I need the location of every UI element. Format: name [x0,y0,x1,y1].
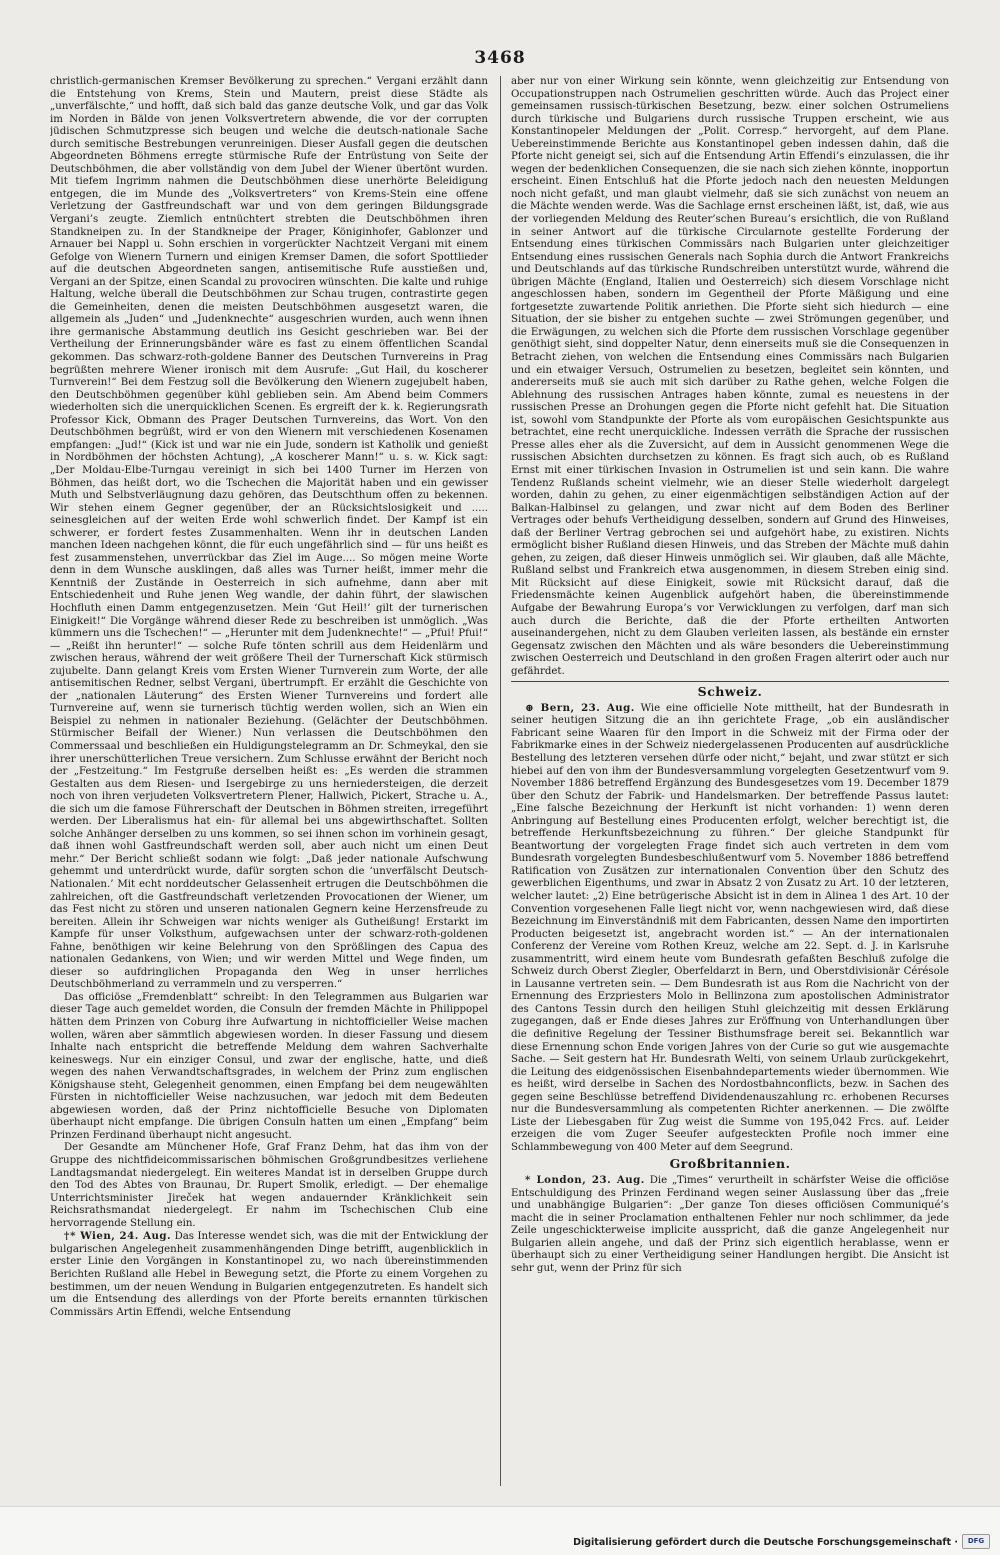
vienna-text: Das Interesse wendet sich, was die mit der Entwicklung der bulgarischen Angelegenheit zusammenhängenden Dinge betrifft, augenblicklich in erster Linie den Vorgängen in Konstantinopel zu, wo nach übereinstimmenden Berichten Rußland alle Hebel in Bewegung setzt, die Pforte zu einem Vorgehen zu bestimmen, um der neuen Wendung in Bulgarien entgegenzutreten. Es handelt sich um die Entsendung des allerdings von der Pforte bereits ernannten türkischen Commissärs Artin Effendi, welche Entsendung [50,1231,488,1318]
dfg-logo-icon: DFG [962,1534,990,1549]
article-paragraph: Der Gesandte am Münchener Hofe, Graf Franz Dehm, hat das ihm von der Gruppe des nichtfideicommissarischen böhmischen Großgrundbesitzes verliehene Landtagsmandat niedergelegt. Ein weiteres Mandat ist in derselben Gruppe durch den Tod des Abtes von Braunau, Dr. Rupert Smolik, erledigt. — Der ehemalige Unterrichtsminister Jireček hat wegen andauernder Kränklichkeit sein Reichsrathsmandat niedergelegt. Er nahm im Tschechischen Club eine hervorragende Stellung ein. [50,1142,488,1229]
right-column [511,76,949,1486]
section-heading-switzerland: Schweiz. [697,684,763,700]
section-heading-britain: Großbritannien. [669,1156,791,1172]
column-divider [500,76,501,1486]
article-paragraph: christlich-germanischen Kremser Bevölkerung zu sprechen.“ Vergani erzählt dann die Entstehung von Krems, Stein und Mautern, preist diese Städte als „unverfälschte,“ und hofft, daß sich bald das ganze deutsche Volk, und gar das Volk im Norden in Bälde von jenen Volksvertretern abwende, die vor der corrupten jüdischen Schmutzpresse sich beugen und welche die deutsch-nationale Sache durch semitische Bestrebungen verunreinigen. Dieser Ausfall gegen die deutschen Abgeordneten Böhmens erregte stürmische Rufe der Entrüstung von Seite der Deutschböhmen, die aber vollständig von dem Jubel der Wiener übertönt wurden. Mit tiefem Ingrimm nahmen die Deutschböhmen diese unerhörte Beleidigung entgegen, die im Munde des „Volksvertreters“ von Krems-Stein eine offene Verletzung der Gastfreundschaft war und von dem geringen Bildungsgrade Vergani’s zeugte. Ziemlich entnüchtert strebten die Deutschböhmen ihren Standkneipen zu. In der Standkneipe der Prager, Königinhofer, Gablonzer und Arnauer bei Nappl u. Sohn erschien in vorgerückter Nachtzeit Vergani mit einem Gefolge von Wienern Turnern und einigen Kremser Damen, die sofort Spottlieder auf die deutschen Abgeordneten sangen, antisemitische Rufe ausstießen und, Vergani an der Spitze, einen Scandal zu provociren wünschten. Die kalte und ruhige Haltung, welche überall die Deutschböhmen zur Schau trugen, contrastirte gegen die Gemeinheiten, denen die meisten Deutschböhmen ausgesetzt waren, die allgemein als „Juden“ und „Judenknechte“ ausgeschrien wurden, auch wenn ihnen ihre germanische Abstammung deutlich ins Gesicht geschrieben war. Bei der Vertheilung der Erinnerungsbänder wäre es fast zu einem öffentlichen Scandal gekommen. Das schwarz-roth-goldene Banner des Deutschen Turnvereins in Prag begrüßten mehrere Wiener ironisch mit dem Ausrufe: „Gut Hail, du koscherer Turnverein!“ Bei dem Festzug soll die Bevölkerung den Wienern zugejubelt haben, den Deutschböhmen gegenüber kühl geblieben sein. Am Abend beim Commers wiederholten sich die unerquicklichen Scenen. Es ergreift der k. k. Regierungsrath Professor Kick, Obmann des Prager Deutschen Turnvereins, das Wort. Von den Deutschböhmen begrüßt, wird er von den Wienern mit verschiedenen Kosenamen empfangen: „Jud!“ (Kick ist und war nie ein Jude, sondern ist Katholik und genießt in Nordböhmen der höchsten Achtung), „A koscherer Mann!“ u. s. w. Kick sagt: „Der Moldau-Elbe-Turngau vereinigt in sich bei 1400 Turner im Herzen von Böhmen, das heißt dort, wo die Tschechen die Majorität haben und ein gewisser Muth und Selbstverläugnung dazu gehören, das Deutschthum offen zu bekennen. Wir stehen einem Gegner gegenüber, der an Rücksichtslosigkeit und ..... seinesgleichen auf der weiten Erde wohl schwerlich findet. Der Kampf ist ein schwerer, er fordert festes Zusammenhalten. Wenn ihr in deutschen Landen manchen Ideen nachgehen könnt, die für euch ungefährlich sind — für uns heißt es fest zusammenstehen, unverrückbar das Ziel im Auge.... So mögen meine Worte denn in dem Wunsche ausklingen, daß alles was Turner heißt, immer mehr die Kenntniß der Zustände in Oesterreich in sich aufnehme, dann aber mit Entschiedenheit und Ruhe jenen Weg wandle, der dahin führt, der slawischen Hochfluth einen Damm entgegenzusetzen. Mein ‘Gut Heil!’ gilt der turnerischen Einigkeit!“ Die Vorgänge während dieser Rede zu beschreiben ist unmöglich. „Was kümmern uns die Tschechen!“ — „Herunter mit dem Judenknechte!“ — „Pfui! Pfui!“ — „Reißt ihn herunter!“ — solche Rufe tönten schrill aus dem Heidenlärm und zwischen heraus, während der weit größere Theil der Turnerschaft Kick stürmisch zujubelte. Dann gelangt Kreis vom Ersten Wiener Turnverein zum Worte, der alle antisemitischen Redner, selbst Vergani, übertrumpft. Er erzählt die Geschichte von der „nationalen Läuterung“ des Ersten Wiener Turnvereins und fordert alle Turnvereine auf, wenn sie turnerisch tüchtig werden wollen, sich an Wien ein Beispiel zu nehmen in nationaler Beziehung. (Gelächter der Deutschböhmen. Stürmischer Beifall der Wiener.) Nun verlassen die Deutschböhmen den Commerssaal und beschließen ein Huldigungstelegramm an Dr. Schmeykal, den sie ihrer unerschütterlichen Treue versichern. Zum Schlusse erwähnt der Bericht noch der „Festzeitung.“ Im Festgruße derselben heißt es: „Es werden die strammen Gestalten aus dem Riesen- und Isergebirge zu uns herniedersteigen, die derzeit noch von ihren verjudeten Volksvertretern Plener, Hallwich, Pickert, Strache u. A., die sich um die famose Führerschaft der Deutschen in Böhmen streiten, irregeführt werden. Der Liberalismus hat ein- für allemal bei uns abgewirthschaftet. Sollten solche Anhänger derselben zu uns kommen, so sei ihnen schon im vorhinein gesagt, daß ihnen wohl Gastfreundschaft werden soll, aber auch nicht um einen Deut mehr.“ Der Bericht schließt sodann wie folgt: „Daß jeder nationale Aufschwung gehemmt und unterdrückt wurde, dafür sorgten schon die ‘unverfälscht Deutsch-Nationalen.’ Mit echt norddeutscher Gelassenheit ertrugen die Deutschböhmen die zahlreichen, oft die Gastfreundschaft verletzenden Provocationen der Wiener, um das Fest nicht zu stören und unseren nationalen Gegnern keine Herzensfreude zu bereiten. Allein ihr Schweigen war nichts weniger als Gutheißung! Erstarkt im Kampfe für unser Volksthum, aufgewachsen unter der schwarz-roth-goldenen Fahne, benöthigen wir keine Belehrung von den Sprößlingen des Capua des nationalen Gedankens, von Wien; und wir werden Mittel und Wege finden, um dieser so aufdringlichen Propaganda den Weg in unser herrliches Deutschböhmerland zu verrammeln und zu versperren.“ [50,76,488,991]
footer-credit: Digitalisierung gefördert durch die Deutsche Forschungsgemeinschaft · [573,1537,958,1548]
london-text: Die „Times“ verurtheilt in schärfster Weise die officiöse Entschuldigung des Prinzen Ferdinand wegen seiner Auslassung über das „freie und unabhängige Bulgarien“: „Der ganze Ton dieses officiösen Communiqué’s macht die in seiner Proclamation enthaltenen Fehler nur noch schlimmer, da jede Zeile ungeschickterweise implicite ausspricht, daß die ganze Angelegenheit nur Bulgarien allein angehe, und daß der Prinz sich eigentlich herablasse, wenn er überhaupt sich zu einer Vertheidigung seiner Handlungen hergibt. Die Ansicht ist sehr gut, wenn der Prinz für sich [511,1175,949,1274]
bern-report [511,702,949,1155]
vienna-dateline: †* Wien, 24. Aug. [64,1230,172,1243]
bern-dateline: ⊕ Bern, 23. Aug. [525,701,635,714]
london-report [511,1174,949,1275]
article-paragraph: aber nur von einer Wirkung sein könnte, wenn gleichzeitig zur Entsendung von Occupationstruppen nach Ostrumelien geschritten würde. Auch das Project einer gemeinsamen russisch-türkischen Besetzung, bezw. einer solchen Ostrumeliens durch türkische und Bulgariens durch russische Truppen erscheint, wie aus Konstantinopeler Meldungen der „Polit. Corresp.“ hervorgeht, auf dem Plane. Uebereinstimmende Berichte aus Konstantinopel geben indessen dahin, daß die Pforte nicht geneigt sei, sich auf die Entsendung Artin Effendi’s einzulassen, die ihr wegen der bedenklichen Consequenzen, die sie nach sich ziehen könnte, inopportun erscheint. Einen Entschluß hat die Pforte jedoch nach den neuesten Meldungen noch nicht gefaßt, und man glaubt vielmehr, daß sie sich zunächst von neuem an die Mächte wenden werde. Was die Sachlage ernst erscheinen läßt, ist, daß, wie aus der vorliegenden Meldung des Reuter’schen Bureau’s ersichtlich, die von Rußland in seiner Antwort auf die türkische Circularnote gestellte Forderung der Entsendung eines türkischen Commissärs nach Bulgarien unter gleichzeitiger Entsendung eines russischen Generals nach Sophia durch die Antwort Frankreichs und Deutschlands auf das türkische Rundschreiben unterstützt wurde, während die übrigen Mächte (England, Italien und Oesterreich) sich diesem Vorschlage nicht angeschlossen haben, sondern im Gegentheil der Pforte Mäßigung und eine fortgesetzte zuwartende Politik anriethen. Die Pforte sieht sich hiedurch — eine Situation, der sie bisher zu entgehen suchte — zwei Strömungen gegenüber, und die Erwägungen, zu welchen sich die Pforte dem russischen Vorschlage gegenüber genöthigt sieht, sind doppelter Natur, denn einerseits muß sie die Consequenzen in Betracht ziehen, von welchen die Entsendung eines Commissärs nach Bulgarien und ein etwaiger Versuch, Ostrumelien zu besetzen, begleitet sein könnten, und andererseits muß sie auch mit sich darüber zu Rathe gehen, welche Folgen die Ablehnung des russischen Antrages haben könnte, zumal es neuestens in der russischen Presse an Drohungen gegen die Pforte nicht gefehlt hat. Die Situation ist, sowohl vom Standpunkte der Pforte als vom europäischen Gesichtspunkte aus betrachtet, eine recht unerquickliche. Indessen verräth die Sprache der russischen Presse alles eher als die Zuversicht, auf dem in Aussicht genommenen Wege die russischen Absichten durchsetzen zu können. Es fragt sich auch, ob es Rußland Ernst mit einer türkischen Invasion in Ostrumelien ist und sein kann. Die wahre Tendenz Rußlands scheint vielmehr, wie an dieser Stelle wiederholt dargelegt worden, dahin zu gehen, zu einer eigenmächtigen selbständigen Action auf der Balkan-Halbinsel zu gelangen, und zwar nicht auf dem Boden des Berliner Vertrages oder behufs Vertheidigung desselben, sondern auf Grund des Hinweises, daß der Berliner Vertrag gebrochen sei und aufgehört habe, zu existiren. Nichts ermöglicht bisher Rußland diesen Hinweis, und das Streben der Mächte muß dahin gehen, zu zeigen, daß dieser Hinweis unmöglich sei. Wir glauben, daß alle Mächte, Rußland selbst und Frankreich etwa ausgenommen, in diesem Streben einig sind. Mit Rücksicht auf diese Einigkeit, sowie mit Rücksicht darauf, daß die Friedensmächte keinen Augenblick aufgehört haben, die übereinstimmende Aufgabe der Bewahrung Europa’s vor Verwicklungen zu verfolgen, darf man sich auch durch die Berichte, daß die der Pforte ertheilten Antworten auseinandergehen, nicht zu dem Glauben verleiten lassen, als bestände ein ernster Gegensatz zwischen den Mächten und als wäre besonders die Uebereinstimmung zwischen Oesterreich und Deutschland in den großen Fragen alterirt oder auch nur gefährdet. [511,76,949,677]
london-dateline: * London, 23. Aug. [525,1174,645,1187]
footer-bar [0,1506,1000,1555]
bern-text: Wie eine officielle Note mittheilt, hat der Bundesrath in seiner heutigen Sitzung die an ihn gerichtete Frage, „ob ein ausländischer Fabricant seine Waaren für den Import in die Schweiz mit der Firma oder der Fabrikmarke eines in der Schweiz niedergelassenen Producenten auf ausdrückliche Bestellung des letzteren versehen dürfe oder nicht,“ bejaht, und zwar stützt er sich hiebei auf den von ihm der Bundesversammlung vorgelegten Gesetzentwurf vom 9. November 1886 betreffend Ergänzung des Bundesgesetzes vom 19. December 1879 über den Schutz der Fabrik- und Handelsmarken. Der betreffende Passus lautet: „Eine falsche Bezeichnung der Herkunft ist nicht vorhanden: 1) wenn deren Anbringung auf Bestellung eines Producenten erfolgt, welcher berechtigt ist, die betreffende Herkunftsbezeichnung zu führen.“ Der gleiche Standpunkt für Beantwortung der vorgelegten Frage findet sich auch vertreten in dem vom Bundesrath vorgelegten Bundesbeschlußentwurf vom 5. November 1886 betreffend Ratification von Zusätzen zur internationalen Convention über den Schutz des gewerblichen Eigenthums, und zwar in Absatz 2 von Zusatz zu Art. 10 der letzteren, welcher lautet: „2) Eine betrügerische Absicht ist in dem in Alinea 1 des Art. 10 der Convention vorgesehenen Falle liegt nicht vor, wenn nachgewiesen wird, daß diese Bezeichnung im Einverständniß mit dem Fabricanten, dessen Name den importirten Producten beigesetzt ist, angebracht worden ist.“ — An der internationalen Conferenz der Vereine vom Rothen Kreuz, welche am 22. Sept. d. J. in Karlsruhe zusammentritt, wird einem heute vom Bundesrath gefaßten Beschluß zufolge die Schweiz durch Oberst Ziegler, Oberfeldarzt in Bern, und Oberstdivisionär Cérésole in Lausanne vertreten sein. — Dem Bundesrath ist aus Rom die Nachricht von der Ernennung des Erzpriesters Molo in Bellinzona zum apostolischen Administrator des Cantons Tessin durch den heiligen Stuhl gleichzeitig mit dessen Erklärung zugegangen, daß er Ende dieses Jahres zur Eröffnung von Unterhandlungen über die definitive Regelung der Tessiner Bisthumsfrage bereit sei. Bekanntlich war diese Ernennung schon Ende vorigen Jahres von der Curie so gut wie ausgemachte Sache. — Seit gestern hat Hr. Bundesrath Welti, von seinem Urlaub zurückgekehrt, die Leitung des eidgenössischen Eisenbahndepartements wieder übernommen. Wie es heißt, wird derselbe in Sachen des Nordostbahnconflicts, bezw. in Sachen des gegen seine Beschlüsse betreffend Dividendenauszahlung rc. erhobenen Recurses nur die Bundesversammlung als competenten Richter anerkennen. — Die zwölfte Liste der Liebesgaben für Zug weist die Summe von 195,042 Frcs. auf. Leider erzeigen die vom Zuger Seeufer aufgesteckten Profile noch immer eine Schlammbewegung von 400 Meter auf dem Seegrund. [511,702,949,1153]
article-paragraph: Das officiöse „Fremdenblatt“ schreibt: In den Telegrammen aus Bulgarien war dieser Tage auch gemeldet worden, die Consuln der fremden Mächte in Philippopel hätten dem Prinzen von Coburg ihre Aufwartung in nichtofficieller Weise machen wollen, wären aber sämmtlich abgewiesen worden. In dieser Fassung und diesem Inhalte nach entspricht die betreffende Meldung dem wahren Sachverhalte keineswegs. Nur ein einziger Consul, und zwar der englische, hatte, und dieß wegen des nahen Verwandtschaftsgrades, in welchem der Prinz zum englischen Königshause steht, Gelegenheit genommen, einen Empfang bei dem neugewählten Fürsten in nichtofficieller Weise nachzusuchen, war jedoch mit dem Bedeuten abgewiesen worden, daß der Prinz nichtofficielle Besuche von Diplomaten überhaupt nicht empfange. Die übrigen Consuln hatten um einen „Empfang“ beim Prinzen Ferdinand überhaupt nicht angesucht. [50,991,488,1141]
section-rule [511,681,949,682]
page-number: 3468 [474,48,526,68]
left-column [50,76,488,1486]
vienna-report [50,1230,488,1319]
